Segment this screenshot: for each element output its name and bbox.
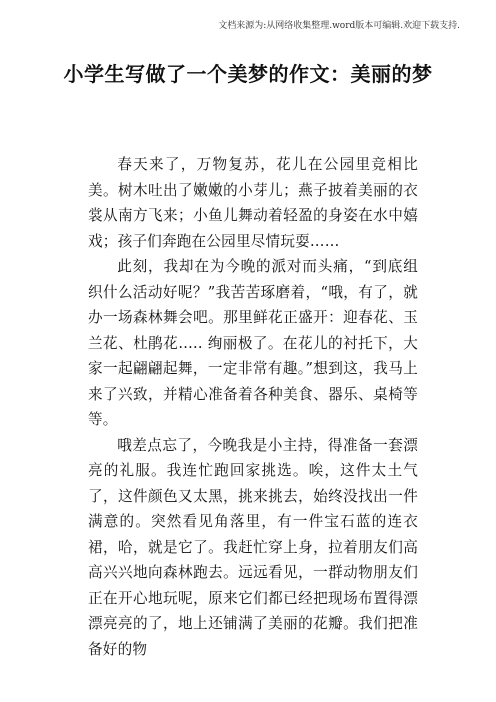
essay-body — [88, 152, 418, 662]
paragraph: 哦差点忘了，今晚我是小主持，得准备一套漂亮的礼服。我连忙跑回家挑选。唉，这件太土气了，这件颜色又太黑，挑来挑去，始终没找出一件满意的。突然看见角落里，有一件宝石蓝的连衣裙，哈，就是它了。我赶忙穿上身，拉着朋友们高高兴兴地向森林跑去。远远看见，一群动物朋友们正在开心地玩呢，原来它们都已经把现场布置得漂漂亮亮的了，地上还铺满了美丽的花瓣。我们把准备好的物 — [88, 436, 418, 658]
paragraph: 春天来了，万物复苏，花儿在公园里竞相比美。树木吐出了嫩嫩的小芽儿；燕子披着美丽的衣裳从南方飞来；小鱼儿舞动着轻盈的身姿在水中嬉戏；孩子们奔跑在公园里尽情玩耍…… — [88, 156, 418, 250]
essay-title: 小学生写做了一个美梦的作文：美丽的梦 — [63, 62, 433, 86]
source-note: 文档来源为:从网络收集整理.word版本可编辑.欢迎下载支持. — [218, 21, 460, 31]
paragraph: 此刻，我却在为今晚的派对而头痛，“到底组织什么活动好呢？”我苦苦琢磨着，“哦，有了，就办一场森林舞会吧。那里鲜花正盛开：迎春花、玉兰花、杜鹃花….. 绚丽极了。在花儿的衬托下，大家一起翩翩起舞，一定非常有趣。”想到这，我马上来了兴致，并精心准备着各种美食、器乐、桌椅等等。 — [88, 258, 418, 428]
